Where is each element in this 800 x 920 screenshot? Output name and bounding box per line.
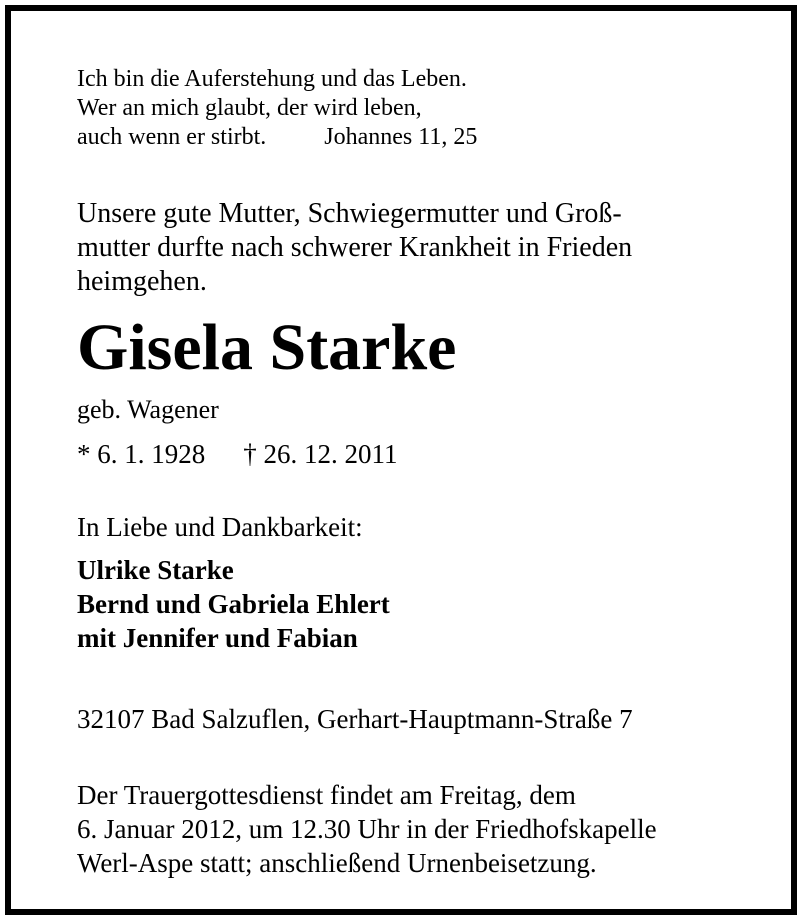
service-line: Werl-Aspe statt; anschließend Urnenbeisetzung. xyxy=(77,848,597,878)
service-notice xyxy=(77,778,657,880)
birth-date: * 6. 1. 1928 xyxy=(77,439,206,469)
verse-line-text: auch wenn er stirbt. xyxy=(77,124,267,150)
intro-line: Unsere gute Mutter, Schwiegermutter und Groß- xyxy=(77,198,622,229)
intro-line: mutter durfte nach schwerer Krankheit in Frieden xyxy=(77,232,633,263)
deceased-name: Gisela Starke xyxy=(77,311,457,384)
mourner-name: Bernd und Gabriela Ehlert xyxy=(77,589,390,619)
mourner-name: Ulrike Starke xyxy=(77,555,234,585)
life-dates xyxy=(77,438,398,470)
verse-line: Ich bin die Auferstehung und das Leben. xyxy=(77,66,467,92)
dedication-line: In Liebe und Dankbarkeit: xyxy=(77,512,363,542)
mourner-name: mit Jennifer und Fabian xyxy=(77,623,358,653)
service-line: 6. Januar 2012, um 12.30 Uhr in der Friedhofskapelle xyxy=(77,814,657,844)
death-date: † 26. 12. 2011 xyxy=(243,439,398,469)
intro-line: heimgehen. xyxy=(77,266,207,297)
verse-reference: Johannes 11, 25 xyxy=(324,124,478,150)
bible-verse xyxy=(77,65,477,152)
verse-line xyxy=(77,123,477,152)
verse-line: Wer an mich glaubt, der wird leben, xyxy=(77,95,422,121)
birth-name: geb. Wagener xyxy=(77,395,219,424)
mourner-names xyxy=(77,553,390,655)
obituary-frame xyxy=(5,5,797,915)
intro-text xyxy=(77,197,727,299)
mourner-address: 32107 Bad Salzuflen, Gerhart-Hauptmann-Straße 7 xyxy=(77,704,633,734)
service-line: Der Trauergottesdienst findet am Freitag, dem xyxy=(77,780,576,810)
